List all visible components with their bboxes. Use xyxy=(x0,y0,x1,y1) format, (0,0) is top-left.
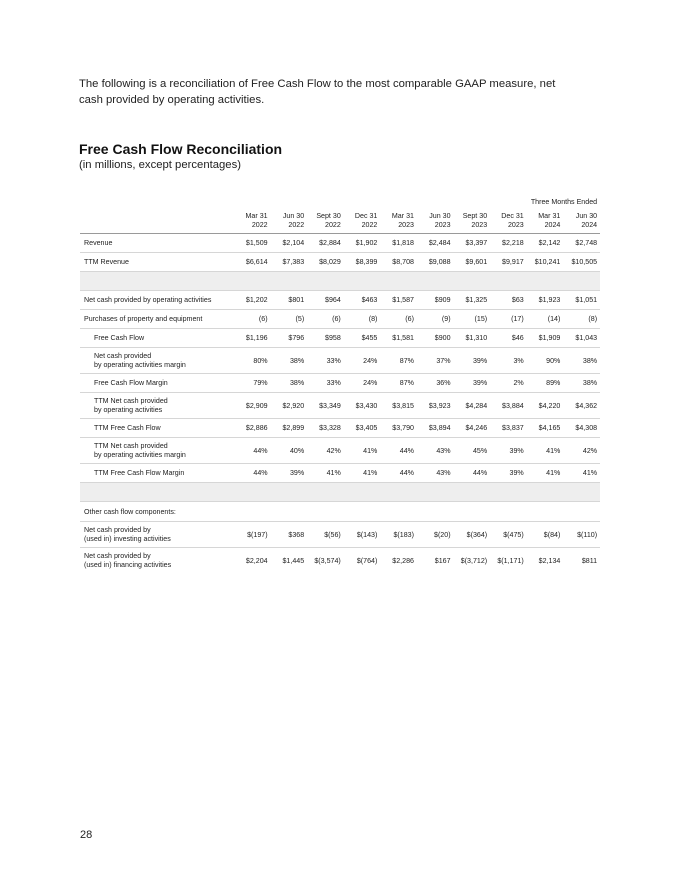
table-cell: $1,445 xyxy=(282,556,305,565)
table-cell: 79% xyxy=(234,374,271,393)
table-cell: $2,104 xyxy=(271,234,308,253)
table-cell: $(1,171) xyxy=(497,556,524,565)
table-cell: $3,923 xyxy=(417,393,454,419)
row-label-line: Net cash provided by xyxy=(84,551,151,560)
table-cell: (8) xyxy=(563,310,600,329)
row-label-line: (used in) financing activities xyxy=(84,560,172,569)
table-cell: $4,308 xyxy=(563,419,600,438)
table-cell: $6,614 xyxy=(234,253,271,272)
row-label-line: Purchases of property and equipment xyxy=(84,314,203,323)
table-cell: 2% xyxy=(490,374,527,393)
table-row xyxy=(80,234,600,253)
table-row xyxy=(80,548,600,574)
table-cell: $9,601 xyxy=(454,253,491,272)
table-cell: $8,708 xyxy=(380,253,417,272)
table-cell: $(197) xyxy=(234,522,271,548)
table-cell: $2,884 xyxy=(307,234,344,253)
table-cell: $(143) xyxy=(344,522,381,548)
table-cell: $46 xyxy=(490,329,527,348)
table-cell: 36% xyxy=(417,374,454,393)
table-cell: 42% xyxy=(307,438,344,464)
row-label-line: Free Cash Flow xyxy=(94,333,145,342)
table-cell: 39% xyxy=(454,374,491,393)
table-cell: $2,899 xyxy=(271,419,308,438)
table-cell: $900 xyxy=(417,329,454,348)
column-header-period: Jun 30 xyxy=(282,212,305,220)
row-label xyxy=(80,419,234,438)
table-cell: 39% xyxy=(454,348,491,374)
table-cell: 38% xyxy=(271,348,308,374)
column-header-year: 2022 xyxy=(325,221,341,229)
column-header-year: 2023 xyxy=(398,221,414,229)
table-cell: 41% xyxy=(307,464,344,483)
period-header: Three Months Ended xyxy=(530,197,598,206)
table-row xyxy=(80,374,600,393)
table-cell: $2,484 xyxy=(417,234,454,253)
table-cell: 90% xyxy=(527,348,564,374)
table-cell: $2,748 xyxy=(563,234,600,253)
table-cell: 80% xyxy=(234,348,271,374)
table-cell: $3,884 xyxy=(490,393,527,419)
table-cell: $10,241 xyxy=(527,253,564,272)
table-cell: $2,142 xyxy=(527,234,564,253)
column-header-row xyxy=(80,209,600,234)
table-cell: $4,165 xyxy=(527,419,564,438)
period-header-row xyxy=(80,194,600,209)
table-cell: 44% xyxy=(234,438,271,464)
column-header-period: Dec 31 xyxy=(354,212,378,220)
row-label-line: Revenue xyxy=(84,238,113,247)
table-cell: $2,204 xyxy=(245,556,268,565)
table-row xyxy=(80,464,600,483)
table-cell: $2,286 xyxy=(392,556,414,565)
table-cell: $3,397 xyxy=(454,234,491,253)
table-cell: 41% xyxy=(563,464,600,483)
row-label-line: Net cash provided by xyxy=(84,525,151,534)
table-cell: $9,088 xyxy=(417,253,454,272)
table-cell: $811 xyxy=(581,556,598,565)
table-cell: 24% xyxy=(344,374,381,393)
row-label-line: TTM Net cash provided xyxy=(94,396,168,405)
table-cell: 45% xyxy=(454,438,491,464)
spacer-row xyxy=(80,272,600,291)
column-header xyxy=(344,209,381,234)
table-cell: 44% xyxy=(234,464,271,483)
table-cell: (6) xyxy=(380,310,417,329)
table-cell: $7,383 xyxy=(271,253,308,272)
table-cell: $4,246 xyxy=(454,419,491,438)
row-label-line: TTM Free Cash Flow Margin xyxy=(94,468,185,477)
column-header xyxy=(307,209,344,234)
column-header-year: 2023 xyxy=(471,221,488,229)
table-cell: $1,325 xyxy=(454,291,491,310)
row-label xyxy=(80,291,234,310)
table-cell: 39% xyxy=(490,464,527,483)
row-label-line: by operating activities margin xyxy=(94,360,186,369)
table-cell: $(475) xyxy=(490,522,527,548)
row-label-line: by operating activities margin xyxy=(94,450,186,459)
table-row xyxy=(80,438,600,464)
row-label-line: Free Cash Flow Margin xyxy=(94,378,168,387)
table-cell: (14) xyxy=(527,310,564,329)
table-cell: $3,328 xyxy=(307,419,344,438)
section-title: Free Cash Flow Reconciliation xyxy=(79,141,283,157)
spacer-cell xyxy=(80,483,600,502)
table-cell: $3,430 xyxy=(344,393,381,419)
table-cell: $1,818 xyxy=(380,234,417,253)
section-row xyxy=(80,502,600,522)
table-cell: $(364) xyxy=(454,522,491,548)
column-header xyxy=(234,209,271,234)
column-header-year: 2023 xyxy=(507,221,524,229)
table-cell: 44% xyxy=(380,464,417,483)
table-cell: $1,310 xyxy=(454,329,491,348)
table-cell: 44% xyxy=(380,438,417,464)
table-cell: $(56) xyxy=(307,522,344,548)
table-cell: (6) xyxy=(234,310,271,329)
table-cell: 43% xyxy=(417,464,454,483)
table-cell: $(3,712) xyxy=(460,556,488,565)
column-header-period: Dec 31 xyxy=(501,212,524,220)
table-cell: $2,920 xyxy=(271,393,308,419)
column-header-period: Sept 30 xyxy=(316,212,341,220)
table-row xyxy=(80,348,600,374)
column-header-period: Mar 31 xyxy=(538,212,561,220)
table-cell: $3,349 xyxy=(307,393,344,419)
table-row xyxy=(80,291,600,310)
table-cell: $4,284 xyxy=(454,393,491,419)
row-label-line: Net cash provided by operating activities xyxy=(84,295,212,304)
table-cell: (5) xyxy=(271,310,308,329)
row-label-line: TTM Net cash provided xyxy=(94,441,168,450)
table-cell: 41% xyxy=(527,464,564,483)
table-cell: $1,196 xyxy=(234,329,271,348)
column-header xyxy=(271,209,308,234)
table-cell: $3,790 xyxy=(380,419,417,438)
table-cell: $801 xyxy=(271,291,308,310)
table-cell: 44% xyxy=(454,464,491,483)
table-cell: 87% xyxy=(380,348,417,374)
table-cell: (15) xyxy=(454,310,491,329)
table-row xyxy=(80,253,600,272)
table-cell: 38% xyxy=(271,374,308,393)
table-cell: $(764) xyxy=(356,556,378,565)
column-header xyxy=(417,209,454,234)
free-cash-flow-table xyxy=(80,194,600,573)
table-cell: 41% xyxy=(344,464,381,483)
column-header-period: Jun 30 xyxy=(429,212,451,220)
column-header-year: 2022 xyxy=(361,221,378,229)
table-row xyxy=(80,329,600,348)
table-cell: 37% xyxy=(417,348,454,374)
table-cell: $3,815 xyxy=(380,393,417,419)
section-subtitle: (in millions, except percentages) xyxy=(79,159,241,171)
intro-paragraph: The following is a reconciliation of Free Cash Flow to the most comparable GAAP measure, net cash provided by operating activities. xyxy=(79,78,556,106)
table-row xyxy=(80,419,600,438)
row-label xyxy=(80,329,234,348)
table-cell: 39% xyxy=(490,438,527,464)
table-cell: $2,218 xyxy=(490,234,527,253)
row-label xyxy=(80,374,234,393)
row-label xyxy=(80,548,234,574)
table-cell: 43% xyxy=(417,438,454,464)
table-cell: $1,043 xyxy=(563,329,600,348)
column-header-year: 2022 xyxy=(288,221,305,229)
column-header xyxy=(454,209,491,234)
table-cell: $10,505 xyxy=(563,253,600,272)
spacer-cell xyxy=(80,272,600,291)
table-cell: (8) xyxy=(344,310,381,329)
table-cell: $1,923 xyxy=(527,291,564,310)
column-header-year: 2024 xyxy=(581,221,598,229)
table-cell: $368 xyxy=(271,522,308,548)
table-cell: $167 xyxy=(434,556,451,565)
label-column-header xyxy=(80,209,234,234)
column-header-period: Mar 31 xyxy=(391,212,414,220)
page-number: 28 xyxy=(80,829,93,841)
column-header-period: Mar 31 xyxy=(245,212,268,220)
table-cell: 3% xyxy=(490,348,527,374)
table-cell: $1,581 xyxy=(380,329,417,348)
table-body xyxy=(80,234,600,574)
table-cell: $1,909 xyxy=(527,329,564,348)
table-cell: $1,051 xyxy=(563,291,600,310)
table-row xyxy=(80,522,600,548)
table-cell: $4,362 xyxy=(563,393,600,419)
column-header-year: 2023 xyxy=(434,221,451,229)
column-header xyxy=(527,209,564,234)
table-cell: 38% xyxy=(563,348,600,374)
table-cell: 41% xyxy=(527,438,564,464)
column-header xyxy=(490,209,527,234)
table-cell: $(20) xyxy=(417,522,454,548)
table-cell: $8,029 xyxy=(307,253,344,272)
table-cell: $3,405 xyxy=(344,419,381,438)
table-row xyxy=(80,310,600,329)
table-cell: (17) xyxy=(490,310,527,329)
row-label xyxy=(80,438,234,464)
spacer-row xyxy=(80,483,600,502)
table-cell: 24% xyxy=(344,348,381,374)
table-cell: 39% xyxy=(271,464,308,483)
table-cell: (9) xyxy=(417,310,454,329)
table-cell: $4,220 xyxy=(527,393,564,419)
table-cell: $63 xyxy=(490,291,527,310)
table-row xyxy=(80,393,600,419)
column-header-period: Jun 30 xyxy=(575,212,598,220)
table-cell: $(110) xyxy=(563,522,600,548)
table-cell: $2,909 xyxy=(234,393,271,419)
row-label-line: TTM Revenue xyxy=(84,257,129,266)
table-cell: 42% xyxy=(563,438,600,464)
table-cell: $3,837 xyxy=(490,419,527,438)
table-cell: $2,134 xyxy=(538,556,561,565)
table-cell: 87% xyxy=(380,374,417,393)
table-cell: $(3,574) xyxy=(314,556,341,565)
table-cell: 38% xyxy=(563,374,600,393)
row-label-line: by operating activities xyxy=(94,405,163,414)
table-cell: $(183) xyxy=(380,522,417,548)
row-label xyxy=(80,348,234,374)
row-label xyxy=(80,464,234,483)
table-cell: (6) xyxy=(307,310,344,329)
table-cell: $463 xyxy=(344,291,381,310)
column-header xyxy=(380,209,417,234)
column-header-period: Sept 30 xyxy=(462,212,488,220)
column-header xyxy=(563,209,600,234)
table-cell: 41% xyxy=(344,438,381,464)
section-label: Other cash flow components: xyxy=(80,502,600,522)
table-cell: $8,399 xyxy=(344,253,381,272)
table-cell: 89% xyxy=(527,374,564,393)
table-cell: $796 xyxy=(271,329,308,348)
row-label-line: TTM Free Cash Flow xyxy=(94,423,161,432)
table-cell: $958 xyxy=(307,329,344,348)
row-label xyxy=(80,234,234,253)
row-label-line: Net cash provided xyxy=(94,351,152,360)
table-cell: $909 xyxy=(417,291,454,310)
table-cell: $1,587 xyxy=(380,291,417,310)
table-cell: 33% xyxy=(307,348,344,374)
table-cell: $3,894 xyxy=(417,419,454,438)
table-cell: 40% xyxy=(271,438,308,464)
row-label xyxy=(80,253,234,272)
table-cell: $2,886 xyxy=(234,419,271,438)
row-label xyxy=(80,393,234,419)
table-cell: $1,202 xyxy=(234,291,271,310)
table-cell: $1,902 xyxy=(344,234,381,253)
table-cell: $964 xyxy=(307,291,344,310)
row-label xyxy=(80,310,234,329)
table-cell: $455 xyxy=(344,329,381,348)
row-label-line: (used in) investing activities xyxy=(84,534,171,543)
table-cell: $1,509 xyxy=(234,234,271,253)
table-cell: $(84) xyxy=(527,522,564,548)
column-header-year: 2024 xyxy=(544,221,561,229)
row-label xyxy=(80,522,234,548)
table-cell: 33% xyxy=(307,374,344,393)
column-header-year: 2022 xyxy=(251,221,268,229)
table-cell: $9,917 xyxy=(490,253,527,272)
